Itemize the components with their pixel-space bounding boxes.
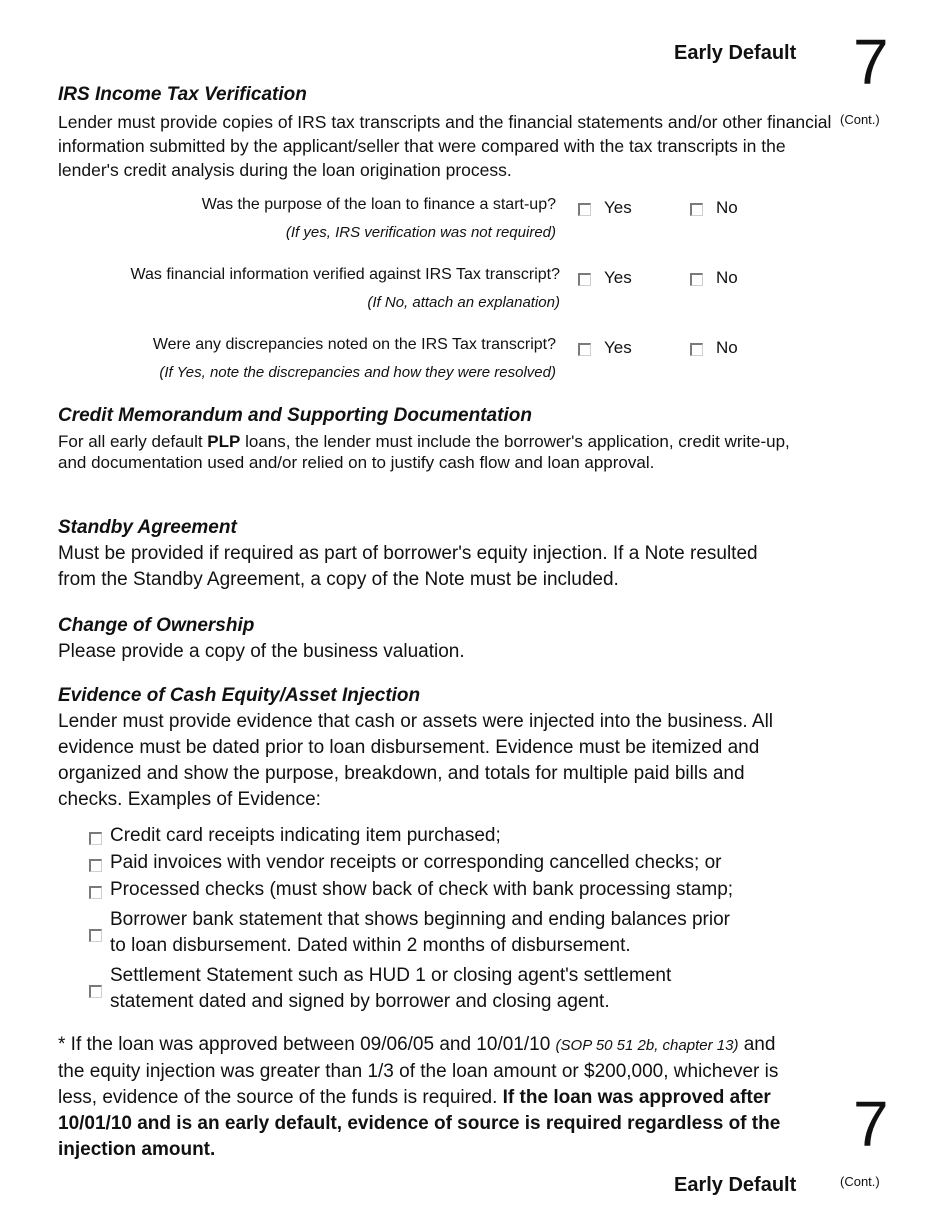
startup-no-checkbox[interactable] [690,203,703,216]
evidence-checkbox-settlement[interactable] [89,985,102,998]
irs-question-discrepancies: Were any discrepancies noted on the IRS Tax transcript? [152,336,556,353]
evidence-item-credit-card: Credit card receipts indicating item purchased; [110,825,501,846]
credit-memo-plp: PLP [207,432,241,451]
discrepancies-yes-checkbox[interactable] [578,343,591,356]
evidence-item-processed-checks: Processed checks (must show back of check with bank processing stamp; [110,879,734,900]
tab-number: 7 [853,26,889,98]
discrepancies-no-label: No [716,338,738,357]
evidence-item-paid-invoices: Paid invoices with vendor receipts or corresponding cancelled checks; or [110,852,722,873]
discrepancies-yes-label: Yes [604,338,632,357]
evidence-title: Evidence of Cash Equity/Asset Injection [58,685,421,706]
header-title: Early Default [674,42,797,64]
ownership-title: Change of Ownership [58,615,255,636]
standby-title: Standby Agreement [58,517,237,538]
irs-question-startup: Was the purpose of the loan to finance a start-up? [201,196,556,213]
standby-body: Must be provided if required as part of borrower's equity injection. If a Note resulted from the Standby Agreement, a copy of the Note must be included. [58,543,758,590]
irs-section-title: IRS Income Tax Verification [58,84,307,105]
credit-memo-body-suffix: loans, the lender must include the borrower's application, credit write-up, and documentation used and/or relied on to justify cash flow and loan approval. [58,432,790,472]
credit-memo-body [58,431,798,473]
startup-yes-label: Yes [604,198,632,217]
ownership-body: Please provide a copy of the business valuation. [58,641,465,662]
footer-cont-label: (Cont.) [840,1174,880,1189]
verified-yes-checkbox[interactable] [578,273,591,286]
footnote-part2: and the equity injection was greater than 1/3 of the loan amount or $200,000, whichever is less, evidence of the source of the funds is required. [58,1034,779,1108]
irs-question-discrepancies-note: (If Yes, note the discrepancies and how they were resolved) [159,364,556,381]
irs-question-startup-note: (If yes, IRS verification was not required) [285,224,556,241]
evidence-body: Lender must provide evidence that cash or assets were injected into the business. All evidence must be dated prior to loan disbursement. Evidence must be itemized and organized and show the purpose, breakdown, and totals for multiple paid bills and checks. Examples of Evidence: [58,711,774,810]
verified-no-label: No [716,268,738,287]
evidence-checkbox-credit-card[interactable] [89,832,102,845]
discrepancies-no-checkbox[interactable] [690,343,703,356]
startup-no-label: No [716,198,738,217]
irs-question-verified: Was financial information verified against IRS Tax transcript? [130,266,560,283]
footer-tab-number: 7 [853,1088,889,1160]
evidence-checkbox-processed-checks[interactable] [89,886,102,899]
footnote-part1: * If the loan was approved between 09/06/05 and 10/01/10 [58,1034,556,1055]
credit-memo-body-prefix: For all early default [58,432,208,451]
footnote-bold: If the loan was approved after 10/01/10 and is an early default, evidence of source is required regardless of the injection amount. [58,1087,781,1160]
evidence-item-settlement: Settlement Statement such as HUD 1 or closing agent's settlement statement dated and signed by borrower and closing agent. [110,965,672,1012]
startup-yes-checkbox[interactable] [578,203,591,216]
irs-section-body: Lender must provide copies of IRS tax transcripts and the financial statements and/or other financial information submitted by the applicant/seller that were compared with the tax transcripts in the lender's credit analysis during the loan origination process. [58,112,832,180]
evidence-checkbox-bank-statement[interactable] [89,929,102,942]
footnote [58,1032,793,1163]
irs-question-verified-note: (If No, attach an explanation) [367,294,560,311]
evidence-checkbox-paid-invoices[interactable] [89,859,102,872]
footnote-sop-reference: (SOP 50 51 2b, chapter 13) [555,1037,739,1054]
footer-title: Early Default [674,1174,797,1196]
verified-yes-label: Yes [604,268,632,287]
verified-no-checkbox[interactable] [690,273,703,286]
credit-memo-title: Credit Memorandum and Supporting Documentation [58,405,532,426]
tab-cont-label: (Cont.) [840,112,880,127]
evidence-item-bank-statement: Borrower bank statement that shows beginning and ending balances prior to loan disbursement. Dated within 2 months of disbursement. [110,909,730,956]
